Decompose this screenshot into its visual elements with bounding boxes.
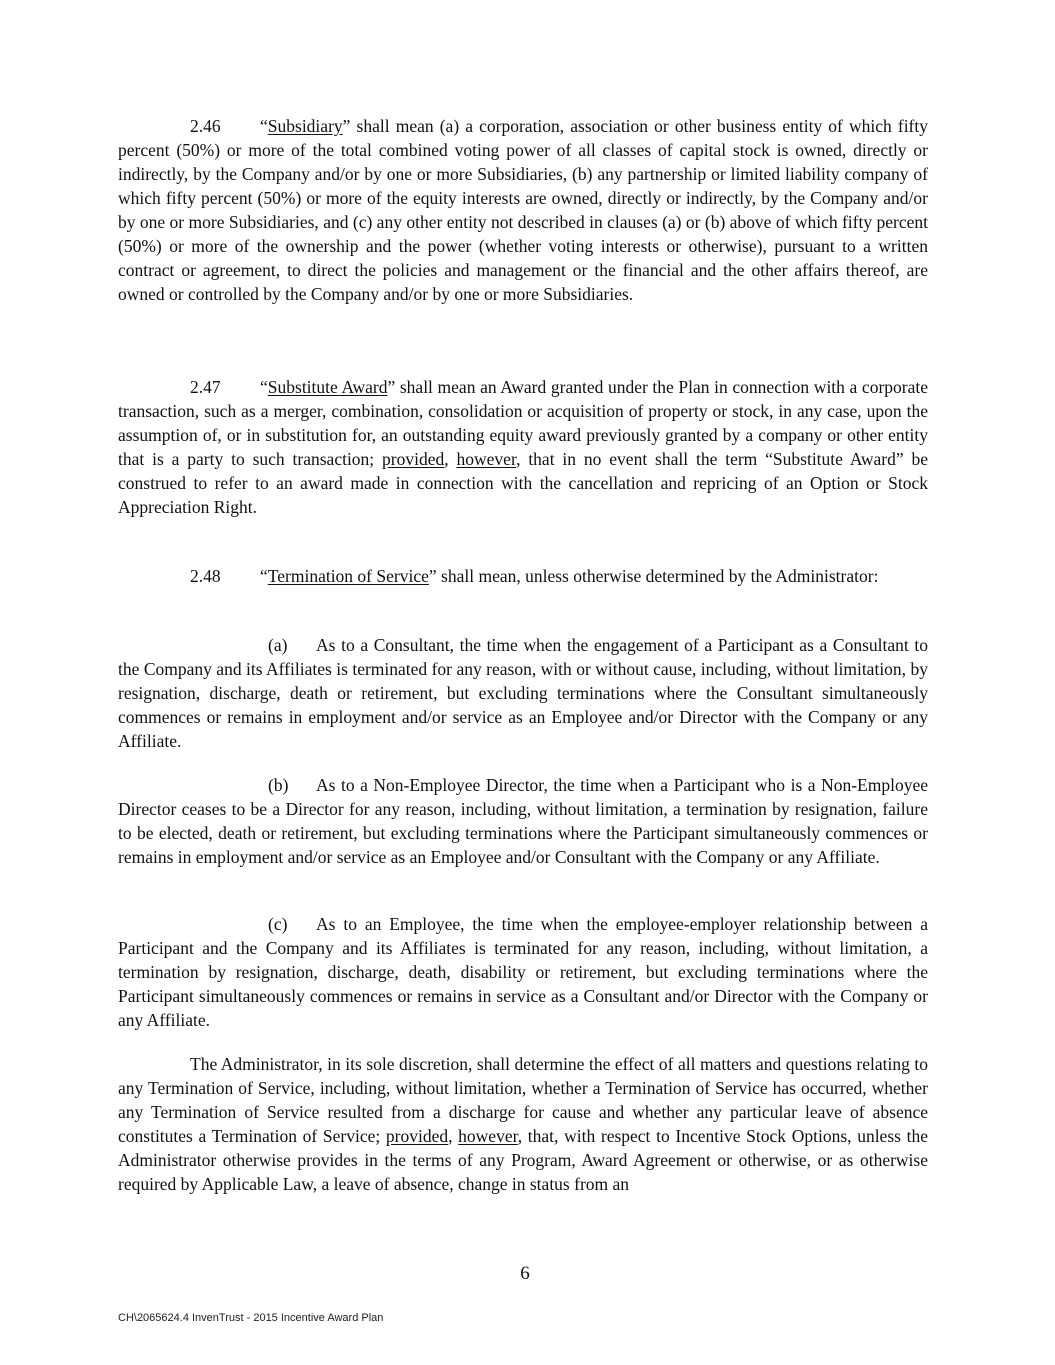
subsection-a [118, 633, 928, 753]
section-text: shall mean (a) a corporation, association or other business entity of which fifty percent (50%) or more of the total combined voting power of all classes of capital stock is owned, directly or indirectly, by the Company and/or by one or more Subsidiaries, (b) any partnership or limited liability company of which fifty percent (50%) or more of the equity interests are owned, directly or indirectly, by the Company and/or by one or more Subsidiaries, and (c) any other entity not described in clauses (a) or (b) above of which fifty percent (50%) or more of the ownership and the power (whether voting interests or otherwise), pursuant to a written contract or agreement, to direct the policies and management or the financial and the other affairs thereof, are owned or controlled by the Company and/or by one or more Subsidiaries. [118, 116, 928, 304]
however-term: however [458, 1126, 518, 1146]
subsection-c [118, 912, 928, 1032]
section-text-cont: , that in no event shall the term “Substitute Award” be construed to refer to an award made in connection with the cancellation and repricing of an Option or Stock Appreciation Right. [118, 449, 928, 517]
subsection-b [118, 773, 928, 869]
subsection-label: (b) [268, 775, 289, 795]
section-number: 2.48 [190, 566, 221, 586]
closing-paragraph: The Administrator, in its sole discretion, shall determine the effect of all matters and questions relating to any Termination of Service, including, without limitation, whether a Termination of Service has occurred, whether any Termination of Service resulted from a discharge for cause and whether any particular leave of absence constitutes a Termination of Service; provided, however, that, with respect to Incentive Stock Options, unless the Administrator otherwise provides in the terms of any Program, Award Agreement or otherwise, or as otherwise required by Applicable Law, a leave of absence, change in status from an [118, 1054, 928, 1194]
provided-term: provided [382, 449, 445, 469]
subsection-text: As to a Consultant, the time when the engagement of a Participant as a Consultant to the Company and its Affiliates is terminated for any reason, with or without cause, including, without limitation, by resignation, discharge, death or retirement, but excluding terminations where the Consultant simultaneously commences or remains in employment and/or service as an Employee and/or Director with the Company or any Affiliate. [118, 635, 928, 751]
subsection-label: (c) [268, 914, 288, 934]
subsection-text: As to an Employee, the time when the employee-employer relationship between a Participant and the Company and its Affiliates is terminated for any reason, including, without limitation, a termination by resignation, discharge, death, disability or retirement, but excluding terminations where the Participant simultaneously commences or remains in service as a Consultant and/or Director with the Company or any Affiliate. [118, 914, 928, 1030]
closing-text-cont: , that, with respect to Incentive Stock Options, unless the Administrator otherwise provides in the terms of any Program, Award Agreement or otherwise, or as otherwise required by Applicable Law, a leave of absence, change in status from an [118, 1126, 928, 1194]
section-text: shall mean, unless otherwise determined by the Administrator: [436, 566, 879, 586]
section-2-47: 2.47 “Substitute Award” shall mean an Award granted under the Plan in connection with a corporate transaction, such as a merger, combination, consolidation or acquisition of property or stock, in any case, upon the assumption of, or in substitution for, an outstanding equity award previously granted by a company or other entity that is a party to such transaction; provided, however, that in no event shall the term “Substitute Award” be construed to refer to an award made in connection with the cancellation and repricing of an Option or Stock Appreciation Right. [118, 377, 928, 517]
provided-term: provided [385, 1126, 449, 1146]
subsection-text: As to a Non-Employee Director, the time when a Participant who is a Non-Employee Director ceases to be a Director for any reason, including, without limitation, a termination by resignation, failure to be elected, death or retirement, but excluding terminations where the Participant simultaneously commences or remains in employment and/or service as an Employee and/or Consultant with the Company or any Affiliate. [118, 775, 928, 867]
however-term: however [456, 449, 517, 469]
section-number: 2.47 [190, 377, 221, 397]
closing-text: The Administrator, in its sole discretion, shall determine the effect of all matters and questions relating to any Termination of Service, including, without limitation, whether a Termination of Service has occurred, whether any Termination of Service resulted from a discharge for cause and whether any particular leave of absence constitutes a Termination of Service; [118, 1054, 928, 1146]
defined-term: Subsidiary [267, 116, 343, 136]
section-text: shall mean an Award granted under the Plan in connection with a corporate transaction, such as a merger, combination, consolidation or acquisition of property or stock, in any case, upon the assumption of, or in substitution for, an outstanding equity award previously granted by a company or other entity that is a party to such transaction; [118, 377, 928, 469]
section-2-48: 2.48 “Termination of Service” shall mean, unless otherwise determined by the Administrator: [190, 566, 879, 586]
document-footer: CH\2065624.4 InvenTrust - 2015 Incentive Award Plan [118, 1312, 384, 1324]
defined-term: Termination of Service [267, 566, 429, 586]
subsection-label: (a) [268, 635, 288, 655]
section-number: 2.46 [190, 116, 221, 136]
defined-term: Substitute Award [267, 377, 388, 397]
page-number: 6 [520, 1263, 530, 1284]
section-2-46: 2.46 “Subsidiary” shall mean (a) a corporation, association or other business entity of which fifty percent (50%) or more of the total combined voting power of all classes of capital stock is owned, directly or indirectly, by the Company and/or by one or more Subsidiaries, (b) any partnership or limited liability company of which fifty percent (50%) or more of the equity interests are owned, directly or indirectly, by the Company and/or by one or more Subsidiaries, and (c) any other entity not described in clauses (a) or (b) above of which fifty percent (50%) or more of the ownership and the power (whether voting interests or otherwise), pursuant to a written contract or agreement, to direct the policies and management or the financial and the other affairs thereof, are owned or controlled by the Company and/or by one or more Subsidiaries. [118, 116, 928, 304]
